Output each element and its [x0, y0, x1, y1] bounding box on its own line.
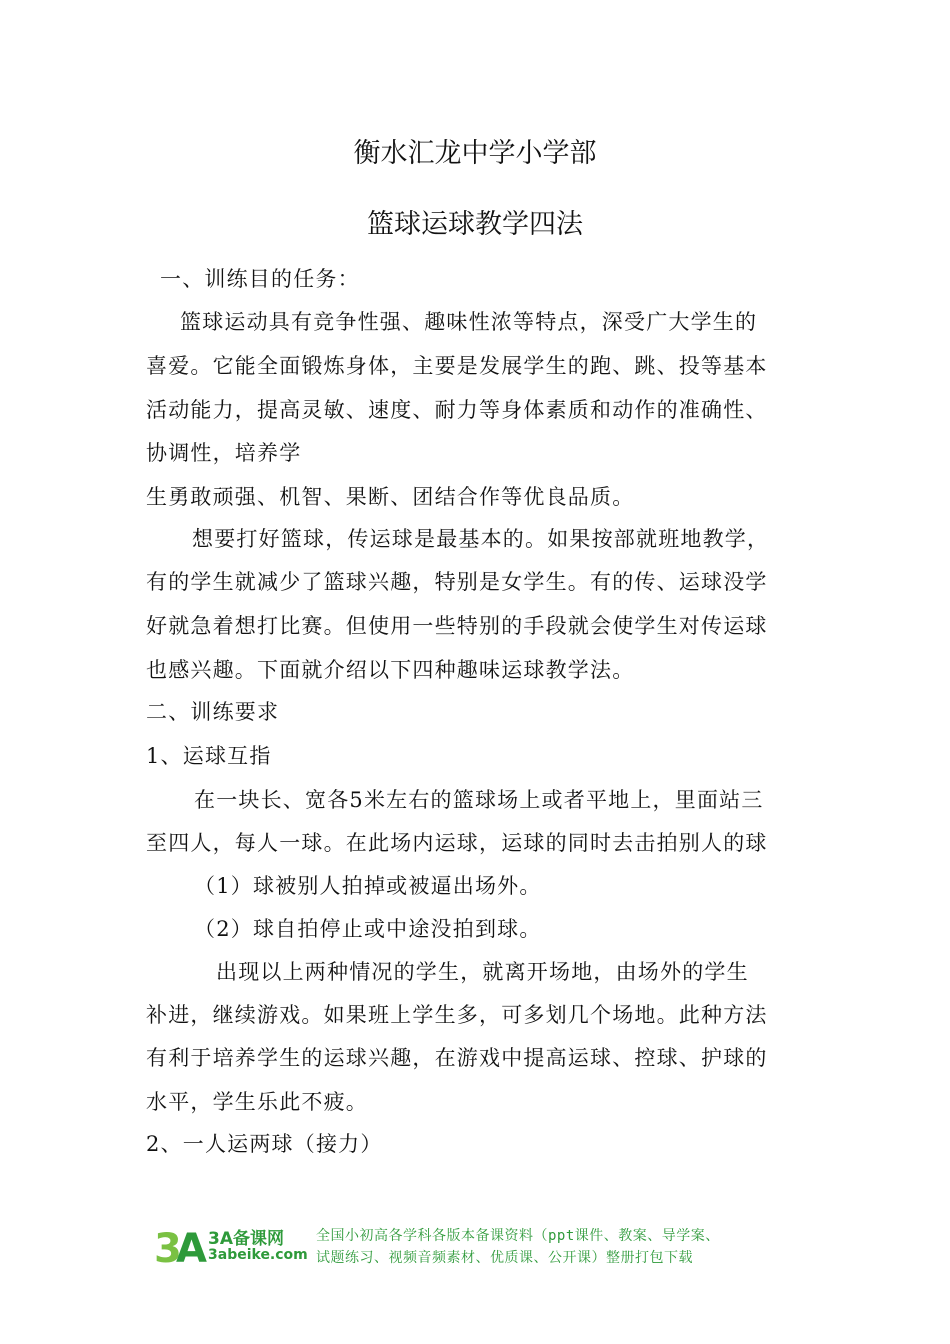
paragraph-line: 也感兴趣。下面就介绍以下四种趣味运球教学法。 [146, 658, 635, 682]
footer-banner [150, 1222, 810, 1270]
paragraph-line: 好就急着想打比赛。但使用一些特别的手段就会使学生对传运球 [146, 614, 768, 638]
paragraph-line: 生勇敢顽强、机智、果断、团结合作等优良品质。 [146, 485, 635, 509]
document-subtitle: 篮球运球教学四法 [367, 209, 583, 240]
paragraph-line: 补进，继续游戏。如果班上学生多，可多划几个场地。此种方法 [146, 1003, 768, 1027]
ad-text-line-1: 全国小初高各学科各版本备课资料（ppt课件、教案、导学案、 [316, 1228, 720, 1244]
logo-url: 3abeike.com [208, 1247, 308, 1263]
ad-text-line-2: 试题练习、视频音频素材、优质课、公开课）整册打包下载 [316, 1250, 693, 1266]
paragraph-line: 在一块长、宽各5米左右的篮球场上或者平地上，里面站三 [194, 788, 764, 812]
list-item: （1）球被别人拍掉或被逼出场外。 [194, 874, 542, 898]
paragraph-line: 篮球运动具有竞争性强、趣味性浓等特点，深受广大学生的 [180, 310, 758, 334]
section-heading-2: 二、训练要求 [146, 700, 280, 724]
document-title: 衡水汇龙中学小学部 [353, 138, 597, 169]
svg-text:A: A [176, 1226, 207, 1268]
list-item: （2）球自拍停止或中途没拍到球。 [194, 917, 542, 941]
paragraph-line: 协调性，培养学 [146, 441, 302, 465]
paragraph-line: 喜爱。它能全面锻炼身体，主要是发展学生的跑、跳、投等基本 [146, 354, 768, 378]
logo [150, 1222, 308, 1270]
paragraph-line: 水平，学生乐此不疲。 [146, 1090, 368, 1114]
paragraph-line: 至四人，每人一球。在此场内运球，运球的同时去击拍别人的球 [146, 831, 768, 855]
paragraph-line: 出现以上两种情况的学生，就离开场地，由场外的学生 [216, 960, 749, 984]
section-heading-1: 一、训练目的任务： [160, 267, 360, 291]
logo-name: 3A备课网 [208, 1229, 284, 1249]
paragraph-line: 活动能力，提高灵敏、速度、耐力等身体素质和动作的准确性、 [146, 398, 768, 422]
3a-logo-icon [152, 1224, 208, 1268]
paragraph-line: 有利于培养学生的运球兴趣，在游戏中提高运球、控球、护球的 [146, 1046, 768, 1070]
subsection-heading-2: 2、一人运两球（接力） [146, 1132, 383, 1156]
paragraph-line: 想要打好篮球，传运球是最基本的。如果按部就班地教学， [192, 527, 770, 551]
svg-text:3: 3 [154, 1226, 182, 1268]
paragraph-line: 有的学生就减少了篮球兴趣，特别是女学生。有的传、运球没学 [146, 570, 768, 594]
subsection-heading-1: 1、运球互指 [146, 744, 272, 768]
